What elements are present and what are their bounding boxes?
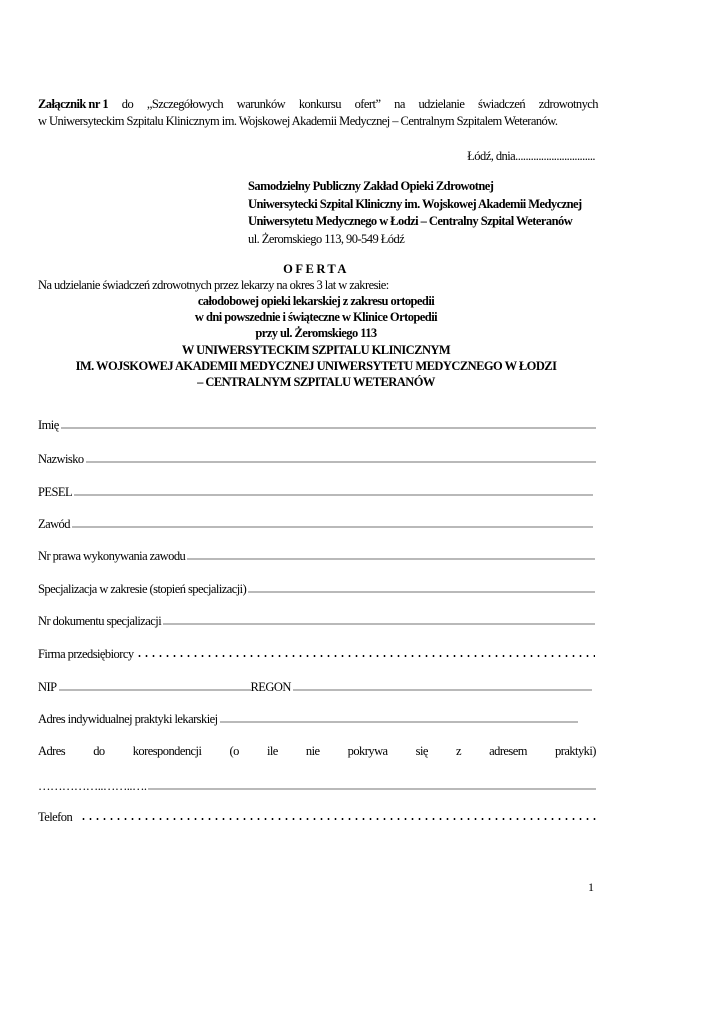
label-word: nie	[305, 744, 320, 758]
intro-word: na	[394, 97, 405, 111]
attachment-header-line-1	[38, 96, 598, 113]
offer-scope-line: przy ul. Żeromskiego 113	[255, 326, 377, 341]
intro-word: zdrowotnych	[538, 97, 598, 111]
fill-line[interactable]	[86, 451, 596, 463]
recipient-street: ul. Żeromskiego 113, 90-549 Łódź	[248, 231, 405, 246]
field-imie[interactable]	[38, 416, 596, 434]
attachment-header	[38, 96, 598, 130]
field-adres-praktyki[interactable]	[38, 710, 578, 728]
fill-line[interactable]	[220, 711, 578, 723]
fill-line[interactable]	[136, 646, 595, 658]
field-zawod[interactable]	[38, 515, 593, 533]
fill-line[interactable]	[61, 417, 596, 429]
offer-intro: Na udzielanie świadczeń zdrowotnych przez lekarzy na okres 3 lat w zakresie:	[38, 278, 389, 292]
field-adres-korespondencji[interactable]	[38, 777, 596, 795]
intro-word: ofert”	[354, 97, 381, 111]
fill-prefix: ……………..……..….	[38, 779, 147, 793]
field-nip-regon[interactable]	[38, 678, 592, 696]
recipient-line: Uniwersytecki Szpital Kliniczny im. Wojskowej Akademii Medycznej	[248, 196, 582, 211]
field-label: Telefon	[38, 810, 73, 824]
label-word: adresem	[489, 744, 527, 758]
offer-scope-line: całodobowej opieki lekarskiej z zakresu ortopedii	[197, 294, 435, 308]
intro-word: konkursu	[298, 97, 341, 111]
fill-line[interactable]	[80, 809, 598, 821]
regon-fill-line[interactable]	[293, 679, 592, 691]
label-word: praktyki)	[555, 744, 596, 758]
field-label: Firma przedsiębiorcy	[38, 647, 134, 661]
fill-line[interactable]	[163, 613, 595, 625]
fill-line[interactable]	[72, 516, 593, 528]
offer-scope	[0, 293, 632, 390]
field-nr-prawa[interactable]	[38, 547, 595, 565]
field-label: PESEL	[38, 485, 73, 499]
offer-scope-line: W UNIWERSYTECKIM SZPITALU KLINICZNYM	[181, 342, 451, 357]
fill-line[interactable]	[248, 581, 595, 593]
place-date: Łódź, dnia...............................	[467, 149, 595, 163]
offer-scope-line: – CENTRALNYM SZPITALU WETERANÓW	[197, 375, 435, 390]
offer-scope-line: IM. WOJSKOWEJ AKADEMII MEDYCZNEJ UNIWERSYTETU MEDYCZNEGO W ŁODZI	[75, 358, 557, 373]
offer-scope-line: w dni powszednie i świąteczne w Klinice Ortopedii	[194, 310, 438, 325]
label-word: Adres	[38, 744, 66, 758]
intro-word: „Szczegółowych	[146, 97, 224, 111]
offer-title: OFERTA	[283, 262, 349, 276]
field-specjalizacja[interactable]	[38, 580, 595, 598]
recipient-line: Uniwersytetu Medycznego w Łodzi – Centralny Szpital Weteranów	[248, 214, 573, 228]
field-nr-dokumentu[interactable]	[38, 612, 595, 630]
field-label: Imię	[38, 418, 59, 432]
label-word: się	[415, 744, 428, 758]
page-number: 1	[588, 880, 594, 894]
recipient-line: Samodzielny Publiczny Zakład Opieki Zdrowotnej	[248, 179, 494, 193]
label-word: (o	[229, 744, 239, 758]
attachment-header-line-2: w Uniwersyteckim Szpitalu Klinicznym im. Wojskowej Akademii Medycznej – Centralnym Szpitalem Weteranów.	[38, 114, 558, 128]
field-adres-korespondencji-label	[38, 742, 596, 760]
attachment-label: Załącznik nr 1	[38, 97, 109, 111]
intro-word: udzielanie	[418, 97, 465, 111]
field-firma[interactable]	[38, 645, 595, 663]
label-word: ile	[266, 744, 278, 758]
field-label: Nr dokumentu specjalizacji	[38, 614, 162, 628]
field-label: REGON	[250, 680, 291, 694]
recipient-address	[248, 178, 582, 248]
field-label: Adres indywidualnej praktyki lekarskiej	[38, 712, 218, 726]
label-word: z	[456, 744, 462, 758]
label-word: pokrywa	[347, 744, 388, 758]
nip-fill-line[interactable]	[59, 679, 251, 691]
fill-line[interactable]	[74, 484, 593, 496]
field-pesel[interactable]	[38, 483, 593, 501]
field-label: Nr prawa wykonywania zawodu	[38, 549, 186, 563]
field-telefon[interactable]	[38, 808, 598, 826]
field-nazwisko[interactable]	[38, 450, 596, 468]
label-word: do	[93, 744, 105, 758]
field-label: Nazwisko	[38, 452, 84, 466]
fill-line[interactable]	[187, 548, 595, 560]
label-word: korespondencji	[132, 744, 202, 758]
intro-word: warunków	[236, 97, 286, 111]
field-label: NIP	[38, 680, 57, 694]
intro-word: do	[121, 97, 134, 111]
field-label: Specjalizacja w zakresie (stopień specjalizacji)	[38, 582, 247, 596]
fill-line[interactable]	[148, 778, 596, 790]
field-label: Zawód	[38, 517, 70, 531]
intro-word: świadczeń	[478, 97, 526, 111]
